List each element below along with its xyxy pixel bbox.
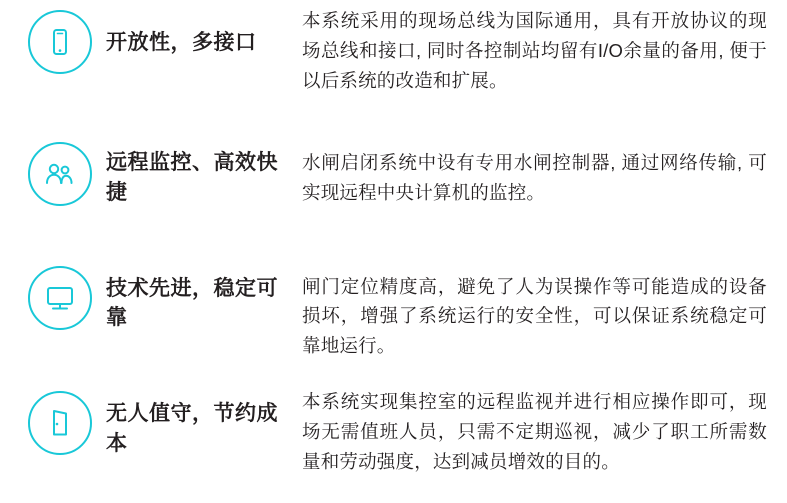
feature-body-cell — [302, 252, 773, 362]
feature-icon-cell — [14, 128, 106, 206]
feature-row — [14, 375, 773, 499]
feature-title: 开放性，多接口 — [106, 31, 257, 54]
feature-title-cell — [106, 4, 302, 58]
feature-title-cell — [106, 375, 302, 459]
feature-body-cell — [302, 128, 773, 208]
feature-body: 本系统实现集控室的远程监视并进行相应操作即可，现场无需值班人员，只需不定期巡视，减少了职工所需数量和劳动强度，达到减员增效的目的。 — [302, 391, 767, 473]
feature-body-cell — [302, 4, 773, 96]
feature-icon-cell — [14, 252, 106, 330]
smartphone-icon — [28, 10, 92, 74]
feature-title-cell — [106, 128, 302, 208]
feature-title: 无人值守，节约成本 — [106, 402, 278, 456]
feature-row — [14, 252, 773, 376]
feature-body: 本系统采用的现场总线为国际通用，具有开放协议的现场总线和接口, 同时各控制站均留有I/O余量的备用, 便于以后系统的改造和扩展。 — [302, 10, 767, 91]
feature-row — [14, 4, 773, 128]
feature-icon-cell — [14, 4, 106, 74]
feature-body: 闸门定位精度高，避免了人为误操作等可能造成的设备损坏，增强了系统运行的安全性，可以保证系统稳定可靠地运行。 — [302, 275, 767, 357]
feature-title: 技术先进，稳定可靠 — [106, 276, 278, 330]
remote-users-icon — [28, 142, 92, 206]
feature-title-cell — [106, 252, 302, 334]
feature-row — [14, 128, 773, 252]
feature-title: 远程监控、高效快捷 — [106, 150, 278, 204]
feature-body-cell — [302, 375, 773, 477]
monitor-icon — [28, 266, 92, 330]
feature-icon-cell — [14, 375, 106, 455]
door-icon — [28, 391, 92, 455]
feature-body: 水闸启闭系统中设有专用水闸控制器, 通过网络传输, 可实现远程中央计算机的监控。 — [302, 151, 767, 203]
